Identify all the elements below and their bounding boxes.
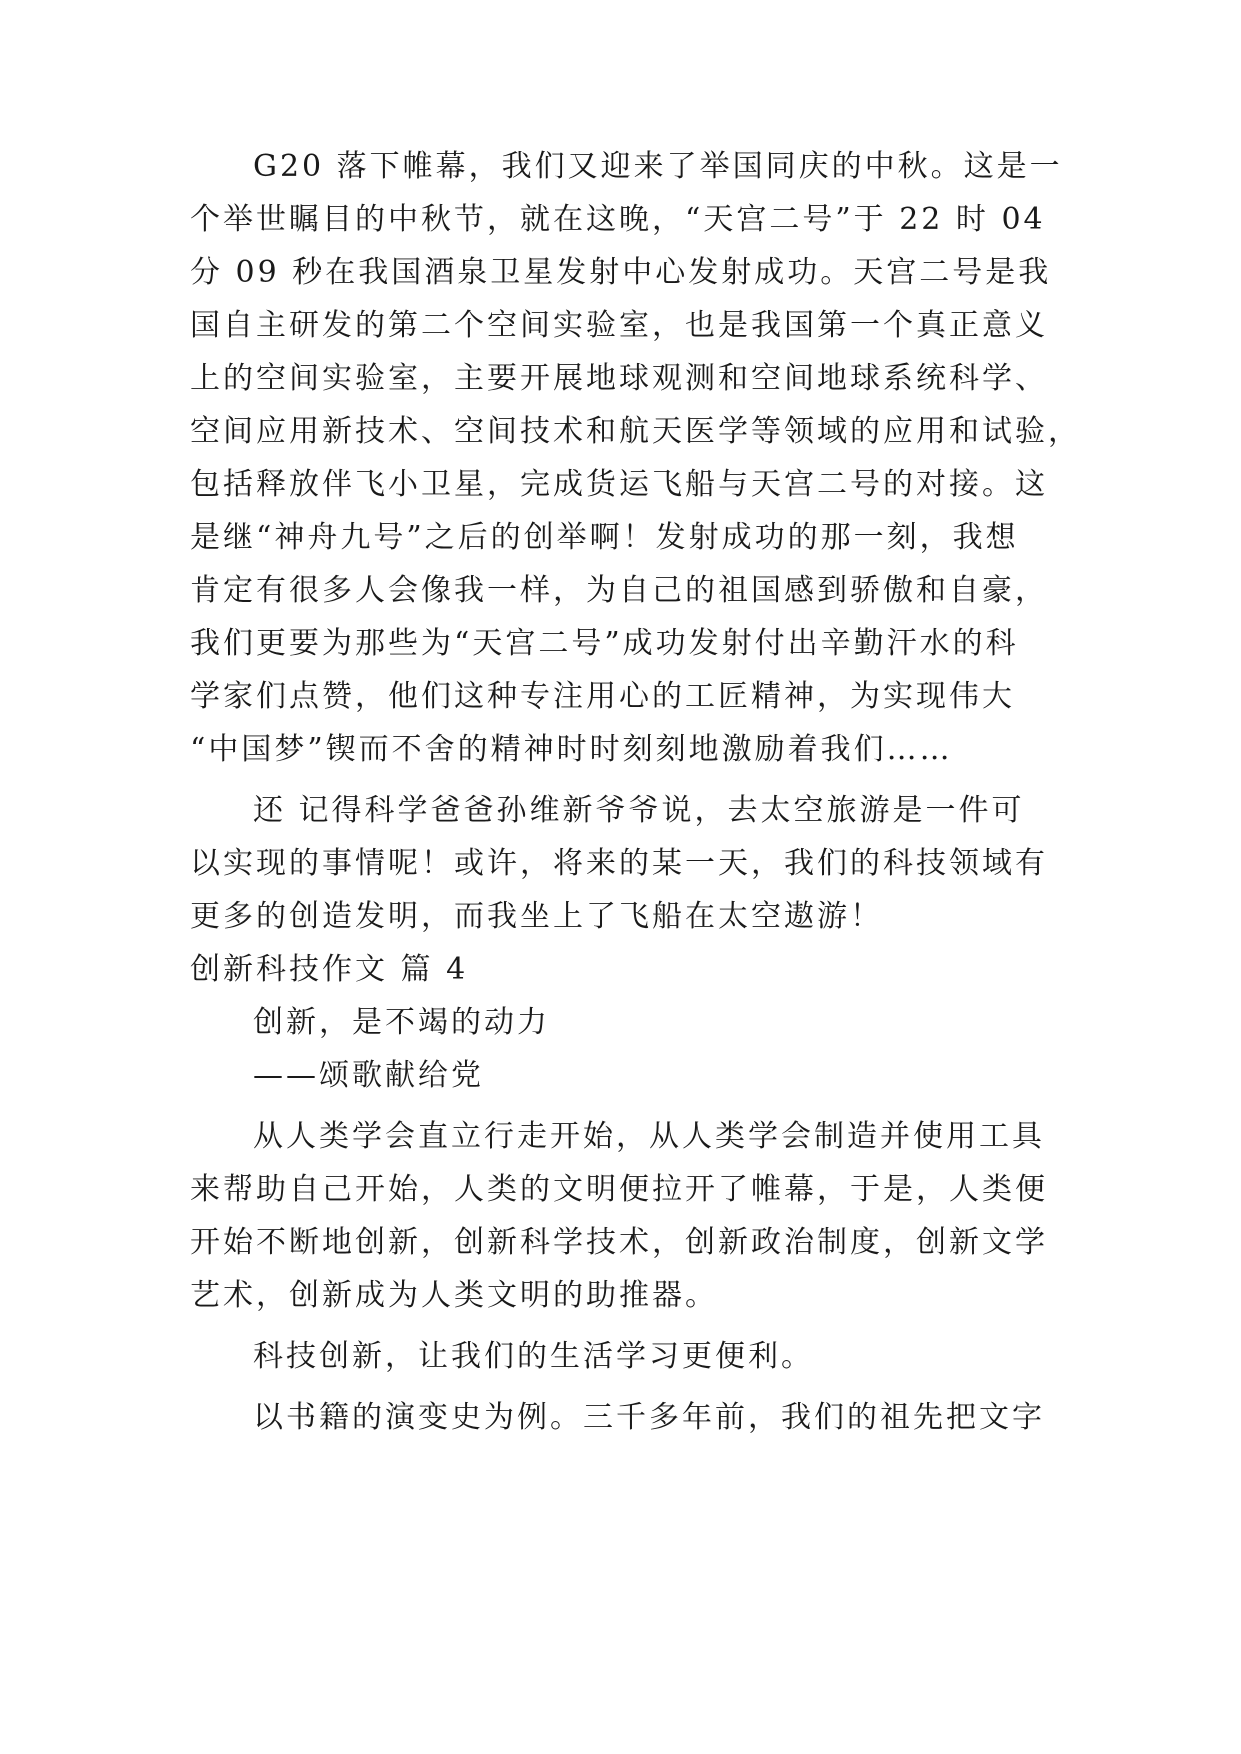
- paragraph-1-line-2: 个举世瞩目的中秋节，就在这晚，“天宫二号”于 22 时 04: [190, 202, 1046, 237]
- paragraph-1-line-9: 肯定有很多人会像我一样，为自己的祖国感到骄傲和自豪，: [190, 573, 1048, 608]
- paragraph-3-line-4: 艺术，创新成为人类文明的助推器。: [190, 1278, 718, 1313]
- essay-subtitle: ——颂歌献给党: [253, 1058, 484, 1093]
- paragraph-4: 科技创新，让我们的生活学习更便利。: [253, 1339, 814, 1374]
- paragraph-1-line-10: 我们更要为那些为“天宫二号”成功发射付出辛勤汗水的科: [190, 626, 1019, 661]
- paragraph-1-line-3: 分 09 秒在我国酒泉卫星发射中心发射成功。天宫二号是我: [190, 255, 1052, 290]
- paragraph-2-line-2: 以实现的事情呢！或许，将来的某一天，我们的科技领域有: [190, 846, 1048, 881]
- paragraph-2-line-3: 更多的创造发明，而我坐上了飞船在太空遨游！: [190, 899, 883, 934]
- paragraph-5-line-1: 以书籍的演变史为例。三千多年前，我们的祖先把文字: [253, 1400, 1045, 1435]
- paragraph-1-line-7: 包括释放伴飞小卫星，完成货运飞船与天宫二号的对接。这: [190, 467, 1048, 502]
- paragraph-2-line-1: 还 记得科学爸爸孙维新爷爷说，去太空旅游是一件可: [253, 793, 1025, 828]
- paragraph-1-line-12: “中国梦”锲而不舍的精神时时刻刻地激励着我们……: [190, 732, 953, 767]
- section-heading: 创新科技作文 篇 4: [190, 952, 469, 987]
- paragraph-1-line-11: 学家们点赞，他们这种专注用心的工匠精神，为实现伟大: [190, 679, 1015, 714]
- paragraph-1-line-5: 上的空间实验室，主要开展地球观测和空间地球系统科学、: [190, 361, 1048, 396]
- essay-title: 创新，是不竭的动力: [253, 1005, 550, 1040]
- paragraph-3-line-1: 从人类学会直立行走开始，从人类学会制造并使用工具: [253, 1119, 1045, 1154]
- paragraph-1-line-6: 空间应用新技术、空间技术和航天医学等领域的应用和试验，: [190, 414, 1081, 449]
- paragraph-1-line-4: 国自主研发的第二个空间实验室，也是我国第一个真正意义: [190, 308, 1048, 343]
- paragraph-1-line-8: 是继“神舟九号”之后的创举啊！发射成功的那一刻，我想: [190, 520, 1019, 555]
- paragraph-3-line-3: 开始不断地创新，创新科学技术，创新政治制度，创新文学: [190, 1225, 1048, 1260]
- paragraph-1-line-1: G20 落下帷幕，我们又迎来了举国同庆的中秋。这是一: [253, 149, 1063, 184]
- paragraph-3-line-2: 来帮助自己开始，人类的文明便拉开了帷幕，于是，人类便: [190, 1172, 1048, 1207]
